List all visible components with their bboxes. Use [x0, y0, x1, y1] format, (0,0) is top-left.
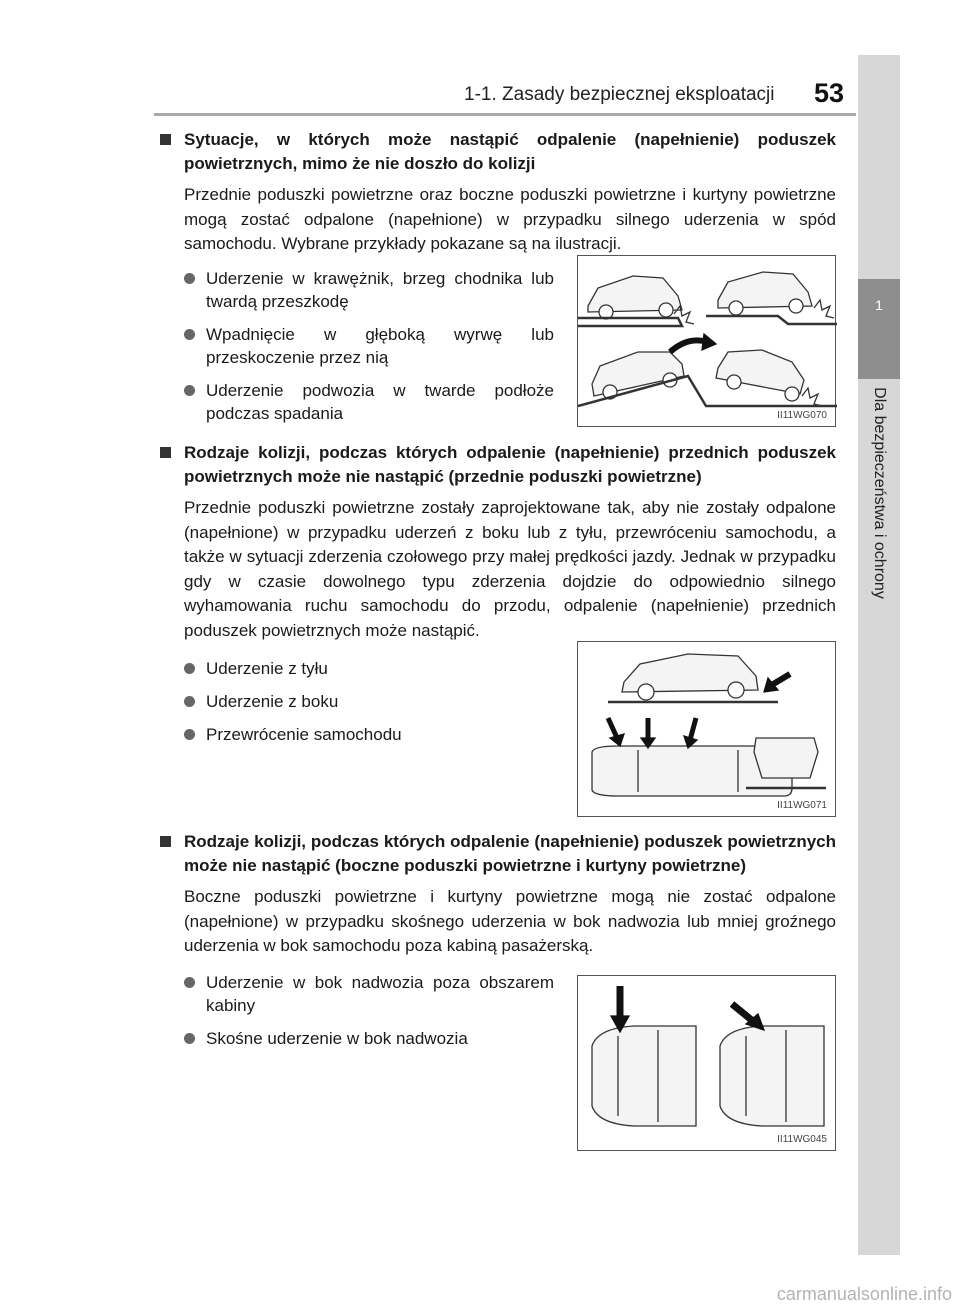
header-rule [154, 113, 856, 116]
round-bullet-icon [184, 385, 195, 396]
round-bullet-icon [184, 696, 195, 707]
car-rear-side-rollover-illustration [578, 642, 837, 818]
header-section-title: 1-1. Zasady bezpiecznej eksploatacji [464, 84, 775, 105]
section-heading-text: Rodzaje kolizji, podczas których odpalenie (napełnienie) przednich poduszek powietrznych może nie nastąpić (przednie poduszki powietrzne) [184, 443, 836, 486]
figure-side-impacts [577, 975, 836, 1151]
section-heading [160, 830, 836, 878]
round-bullet-icon [184, 729, 195, 740]
bullet-list [184, 267, 554, 425]
list-item: Przewrócenie samochodu [184, 723, 554, 746]
square-bullet-icon [160, 447, 171, 458]
chapter-title-vertical: Dla bezpieczeństwa i ochrony [871, 387, 888, 599]
list-item: Wpadnięcie w głęboką wyrwę lub przeskoczenie przez nią [184, 323, 554, 369]
bullet-list [184, 971, 554, 1050]
bullet-list [184, 657, 554, 746]
figure-code: II11WG045 [777, 1134, 827, 1145]
watermark-link[interactable]: carmanualsonline.info [776, 1284, 952, 1304]
list-item: Uderzenie w krawężnik, brzeg chodnika lub twardą przeszkodę [184, 267, 554, 313]
section-heading [160, 441, 836, 489]
round-bullet-icon [184, 977, 195, 988]
round-bullet-icon [184, 273, 195, 284]
round-bullet-icon [184, 1033, 195, 1044]
square-bullet-icon [160, 836, 171, 847]
chapter-side-tab [858, 55, 900, 1255]
page-number: 53 [814, 78, 845, 108]
figure-rear-side-rollover [577, 641, 836, 817]
section-heading [160, 128, 836, 176]
section-heading-text: Sytuacje, w których może nastąpić odpalenie (napełnienie) poduszek powietrznych, mimo że nie doszło do kolizji [184, 130, 836, 173]
car-underbody-impact-illustration [578, 256, 837, 428]
figure-code: II11WG071 [777, 800, 827, 811]
car-side-impact-illustration [578, 976, 837, 1152]
list-item: Uderzenie z boku [184, 690, 554, 713]
round-bullet-icon [184, 329, 195, 340]
chapter-number-tab: 1 [858, 279, 900, 379]
section-body: Przednie poduszki powietrzne zostały zaprojektowane tak, aby nie zostały odpalone (napełnione) w przypadku uderzeń z boku lub z tyłu, przewróceniu samochodu, a także w sytuacji zderzenia czołowego przy małej prędkości jazdy. Jednak w przypadku gdy w czasie dowolnego typu zderzenia dojdzie do odpowiednio silnego wyhamowania ruchu samochodu do przodu, odpalenie (napełnienie) przednich poduszek powietrznych może nastąpić. [184, 498, 836, 640]
section-body: Przednie poduszki powietrzne oraz boczne poduszki powietrzne i kurtyny powietrzne mogą zostać odpalone (napełnione) w przypadku silnego uderzenia w spód samochodu. Wybrane przykłady pokazane są na ilustracji. [184, 185, 836, 253]
figure-code: II11WG070 [777, 410, 827, 421]
list-item: Skośne uderzenie w bok nadwozia [184, 1027, 554, 1050]
section-heading-text: Rodzaje kolizji, podczas których odpalenie (napełnienie) poduszek powietrznych może nie nastąpić (boczne poduszki powietrzne i kurtyny powietrzne) [184, 832, 836, 875]
section-body: Boczne poduszki powietrzne i kurtyny powietrzne mogą nie zostać odpalone (napełnione) w przypadku skośnego uderzenia w bok nadwozia lub mniej groźnego uderzenia w bok samochodu poza kabiną pasażerską. [184, 887, 836, 955]
list-item: Uderzenie podwozia w twarde podłoże podczas spadania [184, 379, 554, 425]
list-item: Uderzenie w bok nadwozia poza obszarem kabiny [184, 971, 554, 1017]
round-bullet-icon [184, 663, 195, 674]
figure-underbody-impacts [577, 255, 836, 427]
list-item: Uderzenie z tyłu [184, 657, 554, 680]
square-bullet-icon [160, 134, 171, 145]
